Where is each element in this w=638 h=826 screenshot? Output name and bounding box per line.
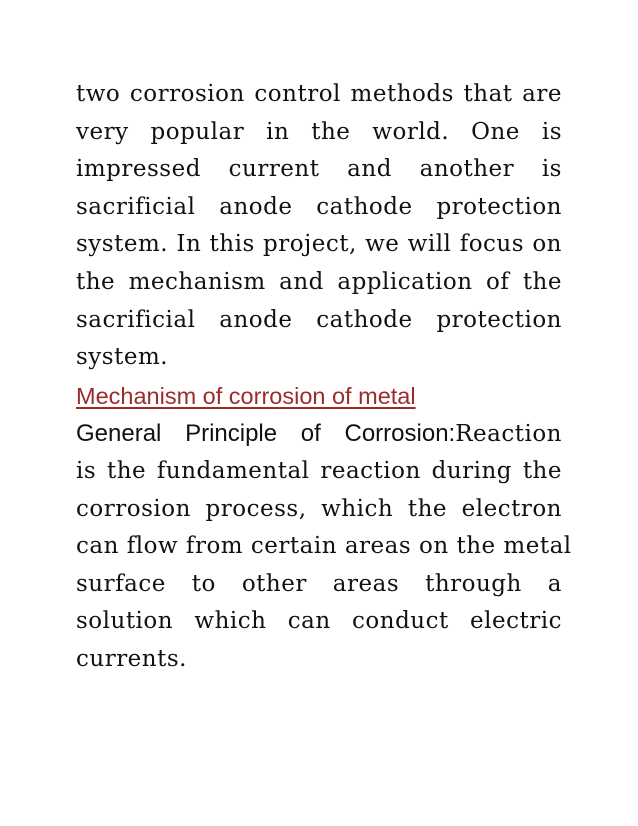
text-line: very popular in the world. One is xyxy=(76,118,562,145)
text-line: can flow from certain areas on the metal xyxy=(76,533,572,560)
text-line: solution which can conduct electric xyxy=(76,608,562,635)
text-line: the mechanism and application of the xyxy=(76,268,562,295)
principle-first-word: Reaction xyxy=(455,421,562,448)
text-line: is the fundamental reaction during the xyxy=(76,457,562,484)
text-line: currents. xyxy=(76,645,187,672)
text-line: impressed current and another is xyxy=(76,156,562,183)
text-line: surface to other areas through a xyxy=(76,570,562,597)
text-line: system. In this project, we will focus on xyxy=(76,231,562,258)
text-line: sacrificial anode cathode protection xyxy=(76,193,562,220)
section-heading: Mechanism of corrosion of metal xyxy=(76,382,416,409)
text-line-first xyxy=(76,415,562,453)
text-line: two corrosion control methods that are xyxy=(76,81,562,107)
paragraph-intro xyxy=(76,76,562,377)
text-line: corrosion process, which the electron xyxy=(76,495,562,522)
document-page xyxy=(76,76,572,679)
paragraph-principle xyxy=(76,415,572,678)
text-line: sacrificial anode cathode protection xyxy=(76,306,562,333)
text-line: system. xyxy=(76,344,169,371)
principle-lead-term: General Principle of Corrosion: xyxy=(76,420,456,448)
